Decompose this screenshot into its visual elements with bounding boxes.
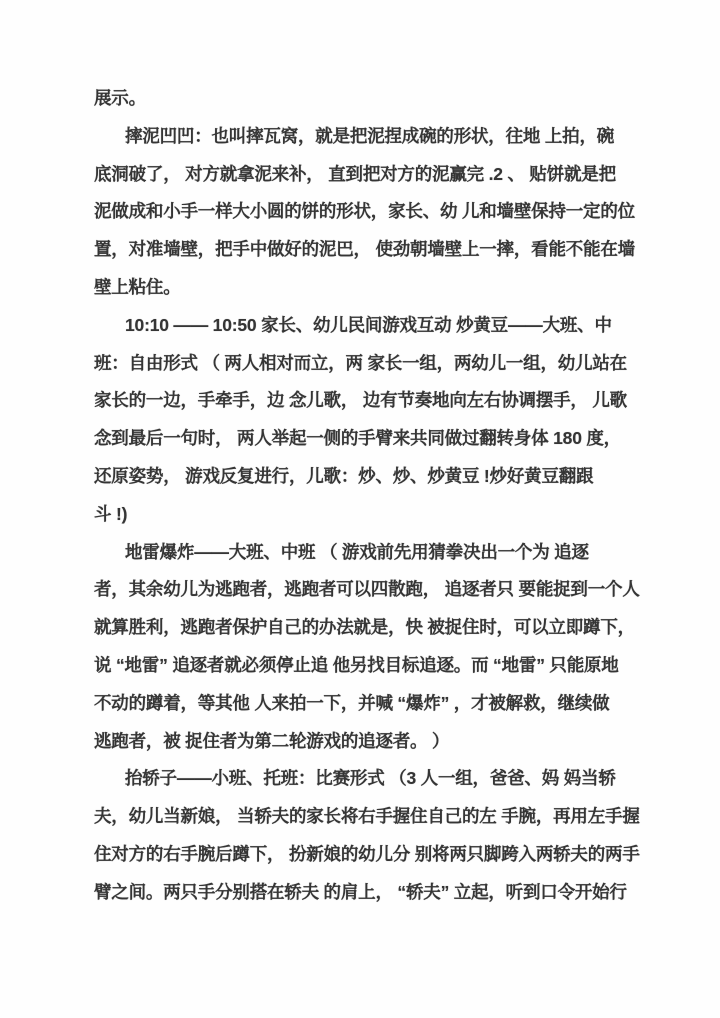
text-line: 地雷爆炸——大班、中班 （ 游戏前先用猜拳决出一个为 追逐 [125,541,589,562]
text-line: 不动的蹲着，等其他 人来拍一下，并喊 “爆炸” ，才被解救，继续做 [94,692,610,713]
text-line: 班：自由形式 （ 两人相对而立，两 家长一组，两幼儿一组，幼儿站在 [94,352,627,373]
text-line: 说 “地雷” 追逐者就必须停止追 他另找目标追逐。而 “地雷” 只能原地 [94,654,619,675]
text-line: 摔泥凹凹：也叫摔瓦窝，就是把泥捏成碗的形状，往地 上拍，碗 [125,125,615,146]
document-body [94,80,639,912]
text-line: 抬轿子——小班、托班：比赛形式 （3 人一组，爸爸、妈 妈当轿 [125,768,616,789]
text-line: 逃跑者，被 捉住者为第二轮游戏的追逐者。 ） [94,730,450,751]
text-line: 10:10 —— 10:50 家长、幼儿民间游戏互动 炒黄豆——大班、中 [125,314,612,335]
text-line: 壁上粘住。 [94,276,181,297]
text-line: 念到最后一句时， 两人举起一侧的手臂来共同做过翻转身体 180 度， [94,428,621,449]
text-line: 斗 !) [94,503,128,524]
text-line: 就算胜利，逃跑者保护自己的办法就是，快 被捉住时，可以立即蹲下， [94,617,635,638]
text-line: 住对方的右手腕后蹲下， 扮新娘的幼儿分 别将两只脚跨入两轿夫的两手 [94,843,640,864]
text-line: 还原姿势， 游戏反复进行，儿歌：炒、炒、炒黄豆 !炒好黄豆翻跟 [94,465,594,486]
text-line: 置，对准墙壁，把手中做好的泥巴， 使劲朝墙壁上一摔，看能不能在墙 [94,239,635,260]
text-line: 泥做成和小手一样大小圆的饼的形状，家长、幼 儿和墙壁保持一定的位 [94,201,635,222]
text-line: 臂之间。两只手分别搭在轿夫 的肩上， “轿夫” 立起，听到口令开始行 [94,881,627,902]
text-line: 展示。 [94,88,146,108]
text-line: 夫，幼儿当新娘， 当轿夫的家长将右手握住自己的左 手腕，再用左手握 [94,806,640,827]
text-line: 底洞破了， 对方就拿泥来补， 直到把对方的泥赢完 .2 、 贴饼就是把 [94,163,616,184]
text-line: 家长的一边，手牵手，边 念儿歌， 边有节奏地向左右协调摆手， 儿歌 [94,390,627,411]
text-line: 者，其余幼儿为逃跑者，逃跑者可以四散跑， 追逐者只 要能捉到一个人 [94,579,640,600]
